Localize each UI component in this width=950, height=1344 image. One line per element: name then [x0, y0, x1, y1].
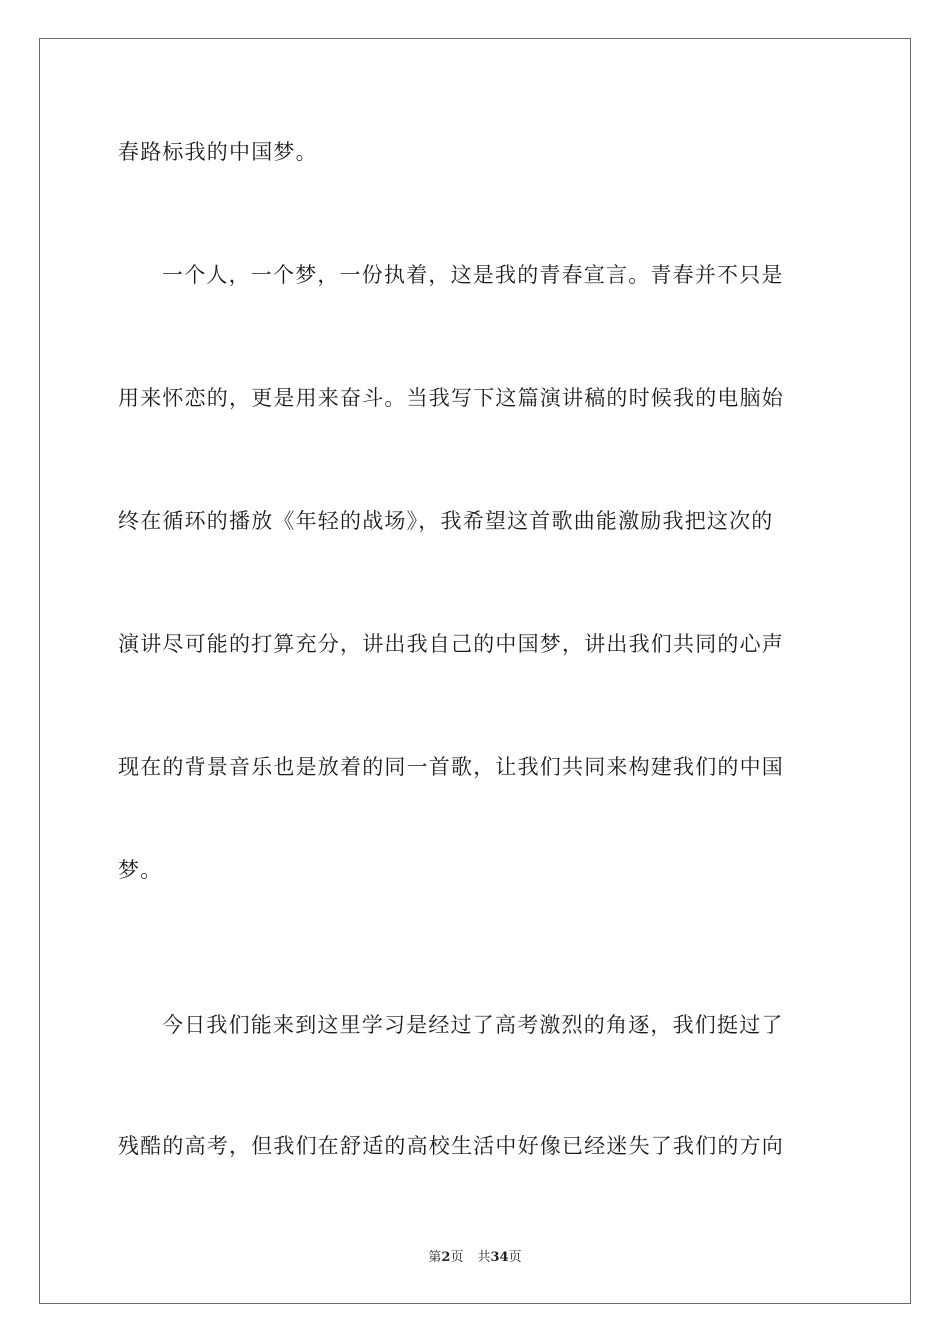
paragraph-line: 一个人，一个梦，一份执着，这是我的青春宣言。青春并不只是	[162, 263, 784, 287]
paragraph-line: 演讲尽可能的打算充分，讲出我自己的中国梦，讲出我们共同的心声	[118, 632, 784, 656]
page-prefix: 第	[428, 1250, 442, 1265]
paragraph-line: 梦。	[118, 858, 163, 882]
paragraph-line: 残酷的高考，但我们在舒适的高校生活中好像已经迷失了我们的方向	[118, 1134, 784, 1158]
paragraph-line: 春路标我的中国梦。	[118, 140, 318, 164]
total-suffix: 页	[508, 1250, 522, 1265]
paragraph-line: 今日我们能来到这里学习是经过了高考激烈的角逐，我们挺过了	[162, 1013, 784, 1037]
page-total: 34	[490, 1250, 509, 1265]
page-footer	[0, 1249, 950, 1267]
paragraph-line: 用来怀恋的，更是用来奋斗。当我写下这篇演讲稿的时候我的电脑始	[118, 386, 784, 410]
paragraph-line: 现在的背景音乐也是放着的同一首歌，让我们共同来构建我们的中国	[118, 755, 784, 779]
paragraph-line: 终在循环的播放《年轻的战场》，我希望这首歌曲能激励我把这次的	[118, 509, 774, 533]
page-border	[39, 38, 911, 1304]
total-prefix: 共	[477, 1250, 491, 1265]
page-current: 2	[441, 1250, 451, 1265]
page-suffix: 页	[450, 1250, 464, 1265]
